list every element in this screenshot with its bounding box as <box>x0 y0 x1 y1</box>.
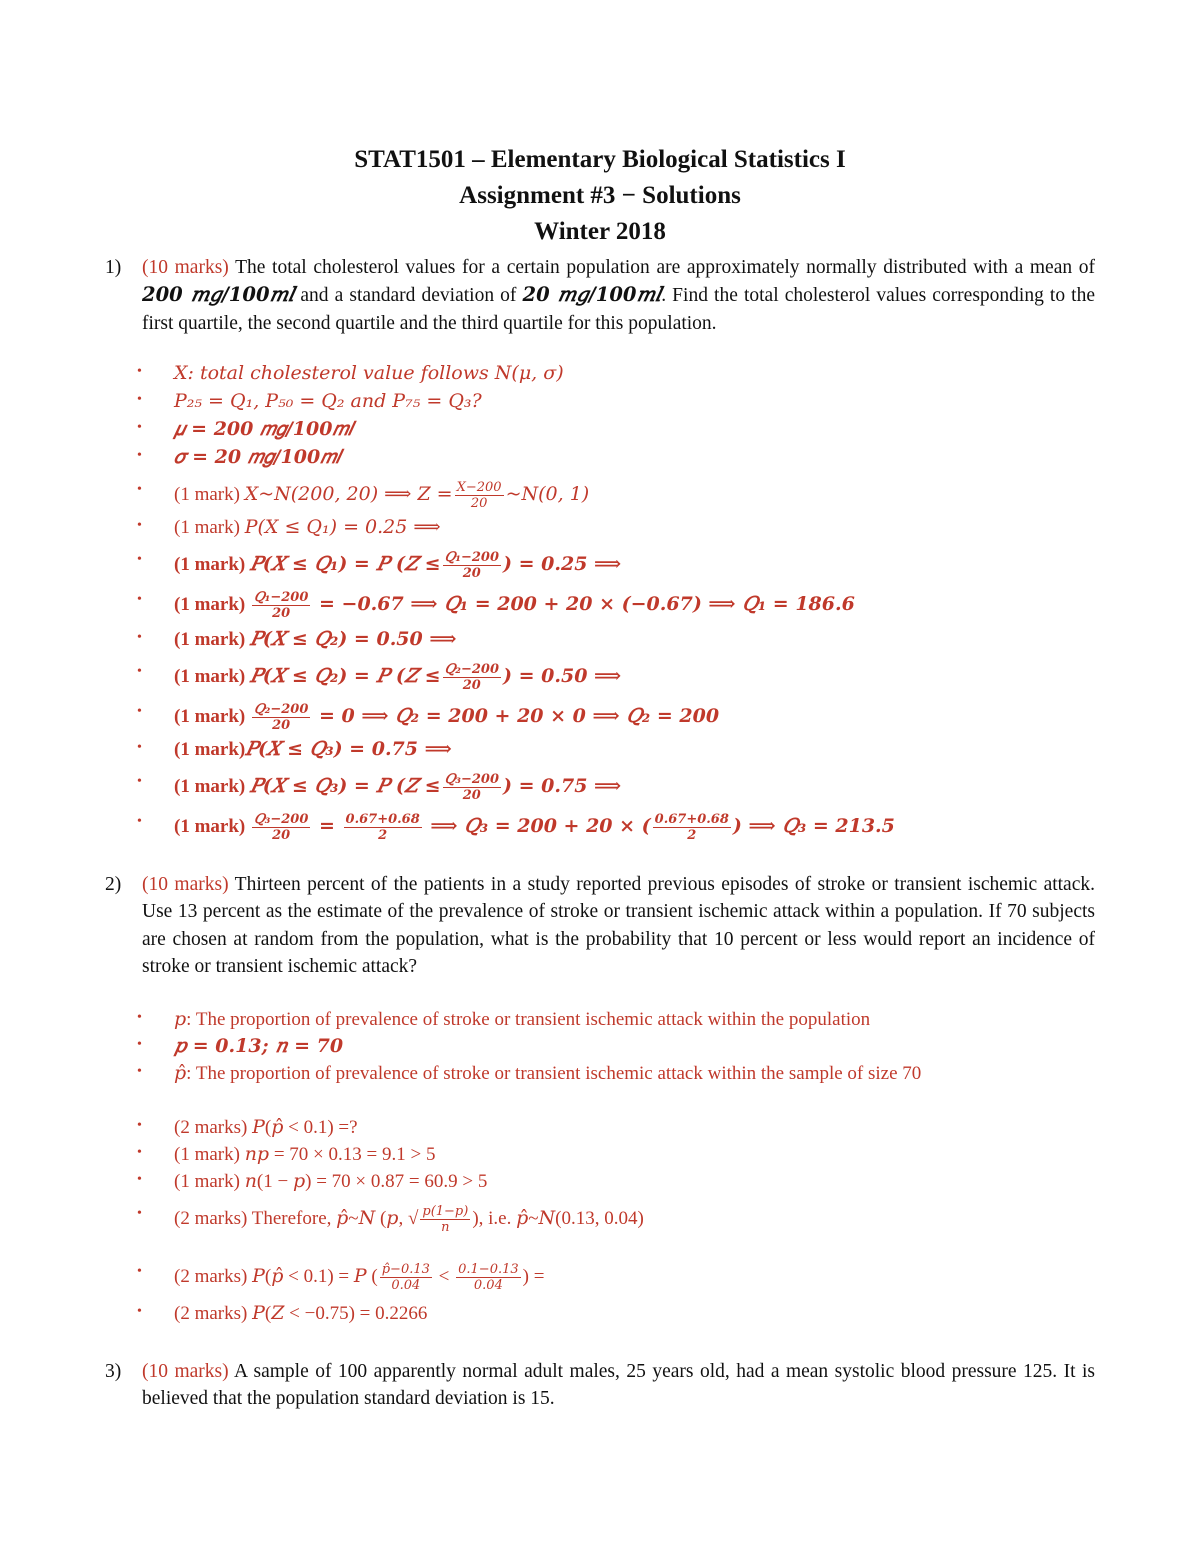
question-3 <box>105 1358 1095 1413</box>
question-number: 1) <box>105 257 122 278</box>
list-item: • (1 mark) $\frac{\text{𝑄₃−200}}{20}$ = $\frac{0.67+0.68}{2}$ ⟹ 𝑄₃ = 200 + 20 × ( $\frac{0.67+0.68}{2}$ ) ⟹ 𝑄₃ = 213.5 <box>137 812 895 843</box>
list-item: • 𝑝̂: The proportion of prevalence of stroke or transient ischemic attack within the sample of size 70 <box>137 1063 922 1084</box>
list-item: • (2 marks) Therefore, 𝑝̂~𝑁 (𝑝, √ $\frac{\text{𝑝(1−𝑝)}}{\text{𝑛}}$ ), i.e. 𝑝̂~𝑁(0.13, 0.04) <box>137 1204 644 1235</box>
list-item: • (1 mark) 𝑃(𝑋 ≤ 𝑄₃) = 𝑃 (𝑍 ≤ $\frac{\text{𝑄₃−200}}{20}$ ) = 0.75 ⟹ <box>137 772 622 803</box>
question-1 <box>105 254 1095 337</box>
list-item: • (2 marks) 𝑃(𝑍 < −0.75) = 0.2266 <box>137 1303 428 1324</box>
question-text: (10 marks) A sample of 100 apparently normal adult males, 25 years old, had a mean systolic blood pressure 125. It is believed that the population standard deviation is 15. <box>142 1361 1095 1410</box>
marks-label: (10 marks) <box>142 1361 229 1382</box>
list-item: • 𝜇 = 200 𝑚𝑔/100𝑚𝑙 <box>137 418 353 440</box>
list-item: • (1 mark) 𝑃(𝑋 ≤ 𝑄₂) = 𝑃 (𝑍 ≤ $\frac{\text{𝑄₂−200}}{20}$ ) = 0.50 ⟹ <box>137 662 622 693</box>
marks-label: (10 marks) <box>142 257 229 278</box>
list-item: • 𝑃₂₅ = 𝑄₁, 𝑃₅₀ = 𝑄₂ and 𝑃₇₅ = 𝑄₃? <box>137 390 482 412</box>
list-item: • (1 mark) $\frac{\text{𝑄₂−200}}{20}$ = 0 ⟹ 𝑄₂ = 200 + 20 × 0 ⟹ 𝑄₂ = 200 <box>137 702 720 733</box>
marks-label: (10 marks) <box>142 874 229 895</box>
list-item: • (1 mark) $\frac{\text{𝑄₁−200}}{20}$ = −0.67 ⟹ 𝑄₁ = 200 + 20 × (−0.67) ⟹ 𝑄₁ = 186.6 <box>137 590 855 621</box>
course-title: STAT1501 – Elementary Biological Statistics I <box>354 146 846 173</box>
question-number: 3) <box>105 1361 122 1382</box>
question-2-solution <box>137 1008 1097 1332</box>
list-item: • (1 mark) 𝑋~𝑁(200, 20) ⟹ 𝑍 = $\frac{\text{𝑋−200}}{20}$ ~𝑁(0, 1) <box>137 480 590 511</box>
question-text: (10 marks) Thirteen percent of the patients in a study reported previous episodes of stroke or transient ischemic attack. Use 13 percent as the estimate of the prevalence of stroke or transient ischemic attack within a population. If 70 subjects are chosen at random from the population, what is the probability that 10 percent or less would report an incidence of stroke or transient ischemic attack? <box>142 874 1095 977</box>
list-item: • (1 mark) 𝑃(𝑋 ≤ 𝑄₁) = 0.25 ⟹ <box>137 516 441 538</box>
list-item: • (2 marks) 𝑃(𝑝̂ < 0.1) =? <box>137 1117 358 1138</box>
question-number: 2) <box>105 874 122 895</box>
list-item: • 𝑝 = 0.13; 𝑛 = 70 <box>137 1035 344 1057</box>
list-item: • (1 mark) 𝑛(1 − 𝑝) = 70 × 0.87 = 60.9 > 5 <box>137 1171 488 1192</box>
list-item: • (1 mark) 𝑃(𝑋 ≤ 𝑄₁) = 𝑃 (𝑍 ≤ $\frac{\text{𝑄₁−200}}{20}$ ) = 0.25 ⟹ <box>137 550 622 581</box>
question-text: (10 marks) The total cholesterol values for a certain population are approximately normally distributed with a mean of 200 𝑚𝑔/100𝑚𝑙 and a standard deviation of 20 𝑚𝑔/100𝑚𝑙. Find the total cholesterol values corresponding to the first quartile, the second quartile and the third quartile for this population. <box>142 257 1096 334</box>
list-item: • (1 mark) 𝑃(𝑋 ≤ 𝑄₂) = 0.50 ⟹ <box>137 628 457 650</box>
list-item: • 𝑋: total cholesterol value follows 𝑁(𝜇, 𝜎) <box>137 362 564 384</box>
list-item: • 𝜎 = 20 𝑚𝑔/100𝑚𝑙 <box>137 446 341 468</box>
list-item: • 𝑝: The proportion of prevalence of stroke or transient ischemic attack within the population <box>137 1009 871 1030</box>
list-item: • (1 mark)𝑃(𝑋 ≤ 𝑄₃) = 0.75 ⟹ <box>137 738 452 760</box>
list-item: • (2 marks) 𝑃(𝑝̂ < 0.1) = 𝑃 ( $\frac{\text{𝑝̂−0.13}}{0.04}$ < $\frac{0.1-0.13}{0.04}$ ) = <box>137 1262 545 1293</box>
document-header <box>0 142 1200 250</box>
question-2 <box>105 871 1095 980</box>
sd-value: 20 𝑚𝑔/100𝑚𝑙 <box>522 283 662 307</box>
list-item: • (1 mark) 𝑛𝑝 = 70 × 0.13 = 9.1 > 5 <box>137 1144 436 1165</box>
term-title: Winter 2018 <box>534 218 666 245</box>
assignment-title: Assignment #3 − Solutions <box>459 182 741 209</box>
mean-value: 200 𝑚𝑔/100𝑚𝑙 <box>142 283 295 307</box>
question-1-solution <box>137 362 1097 852</box>
